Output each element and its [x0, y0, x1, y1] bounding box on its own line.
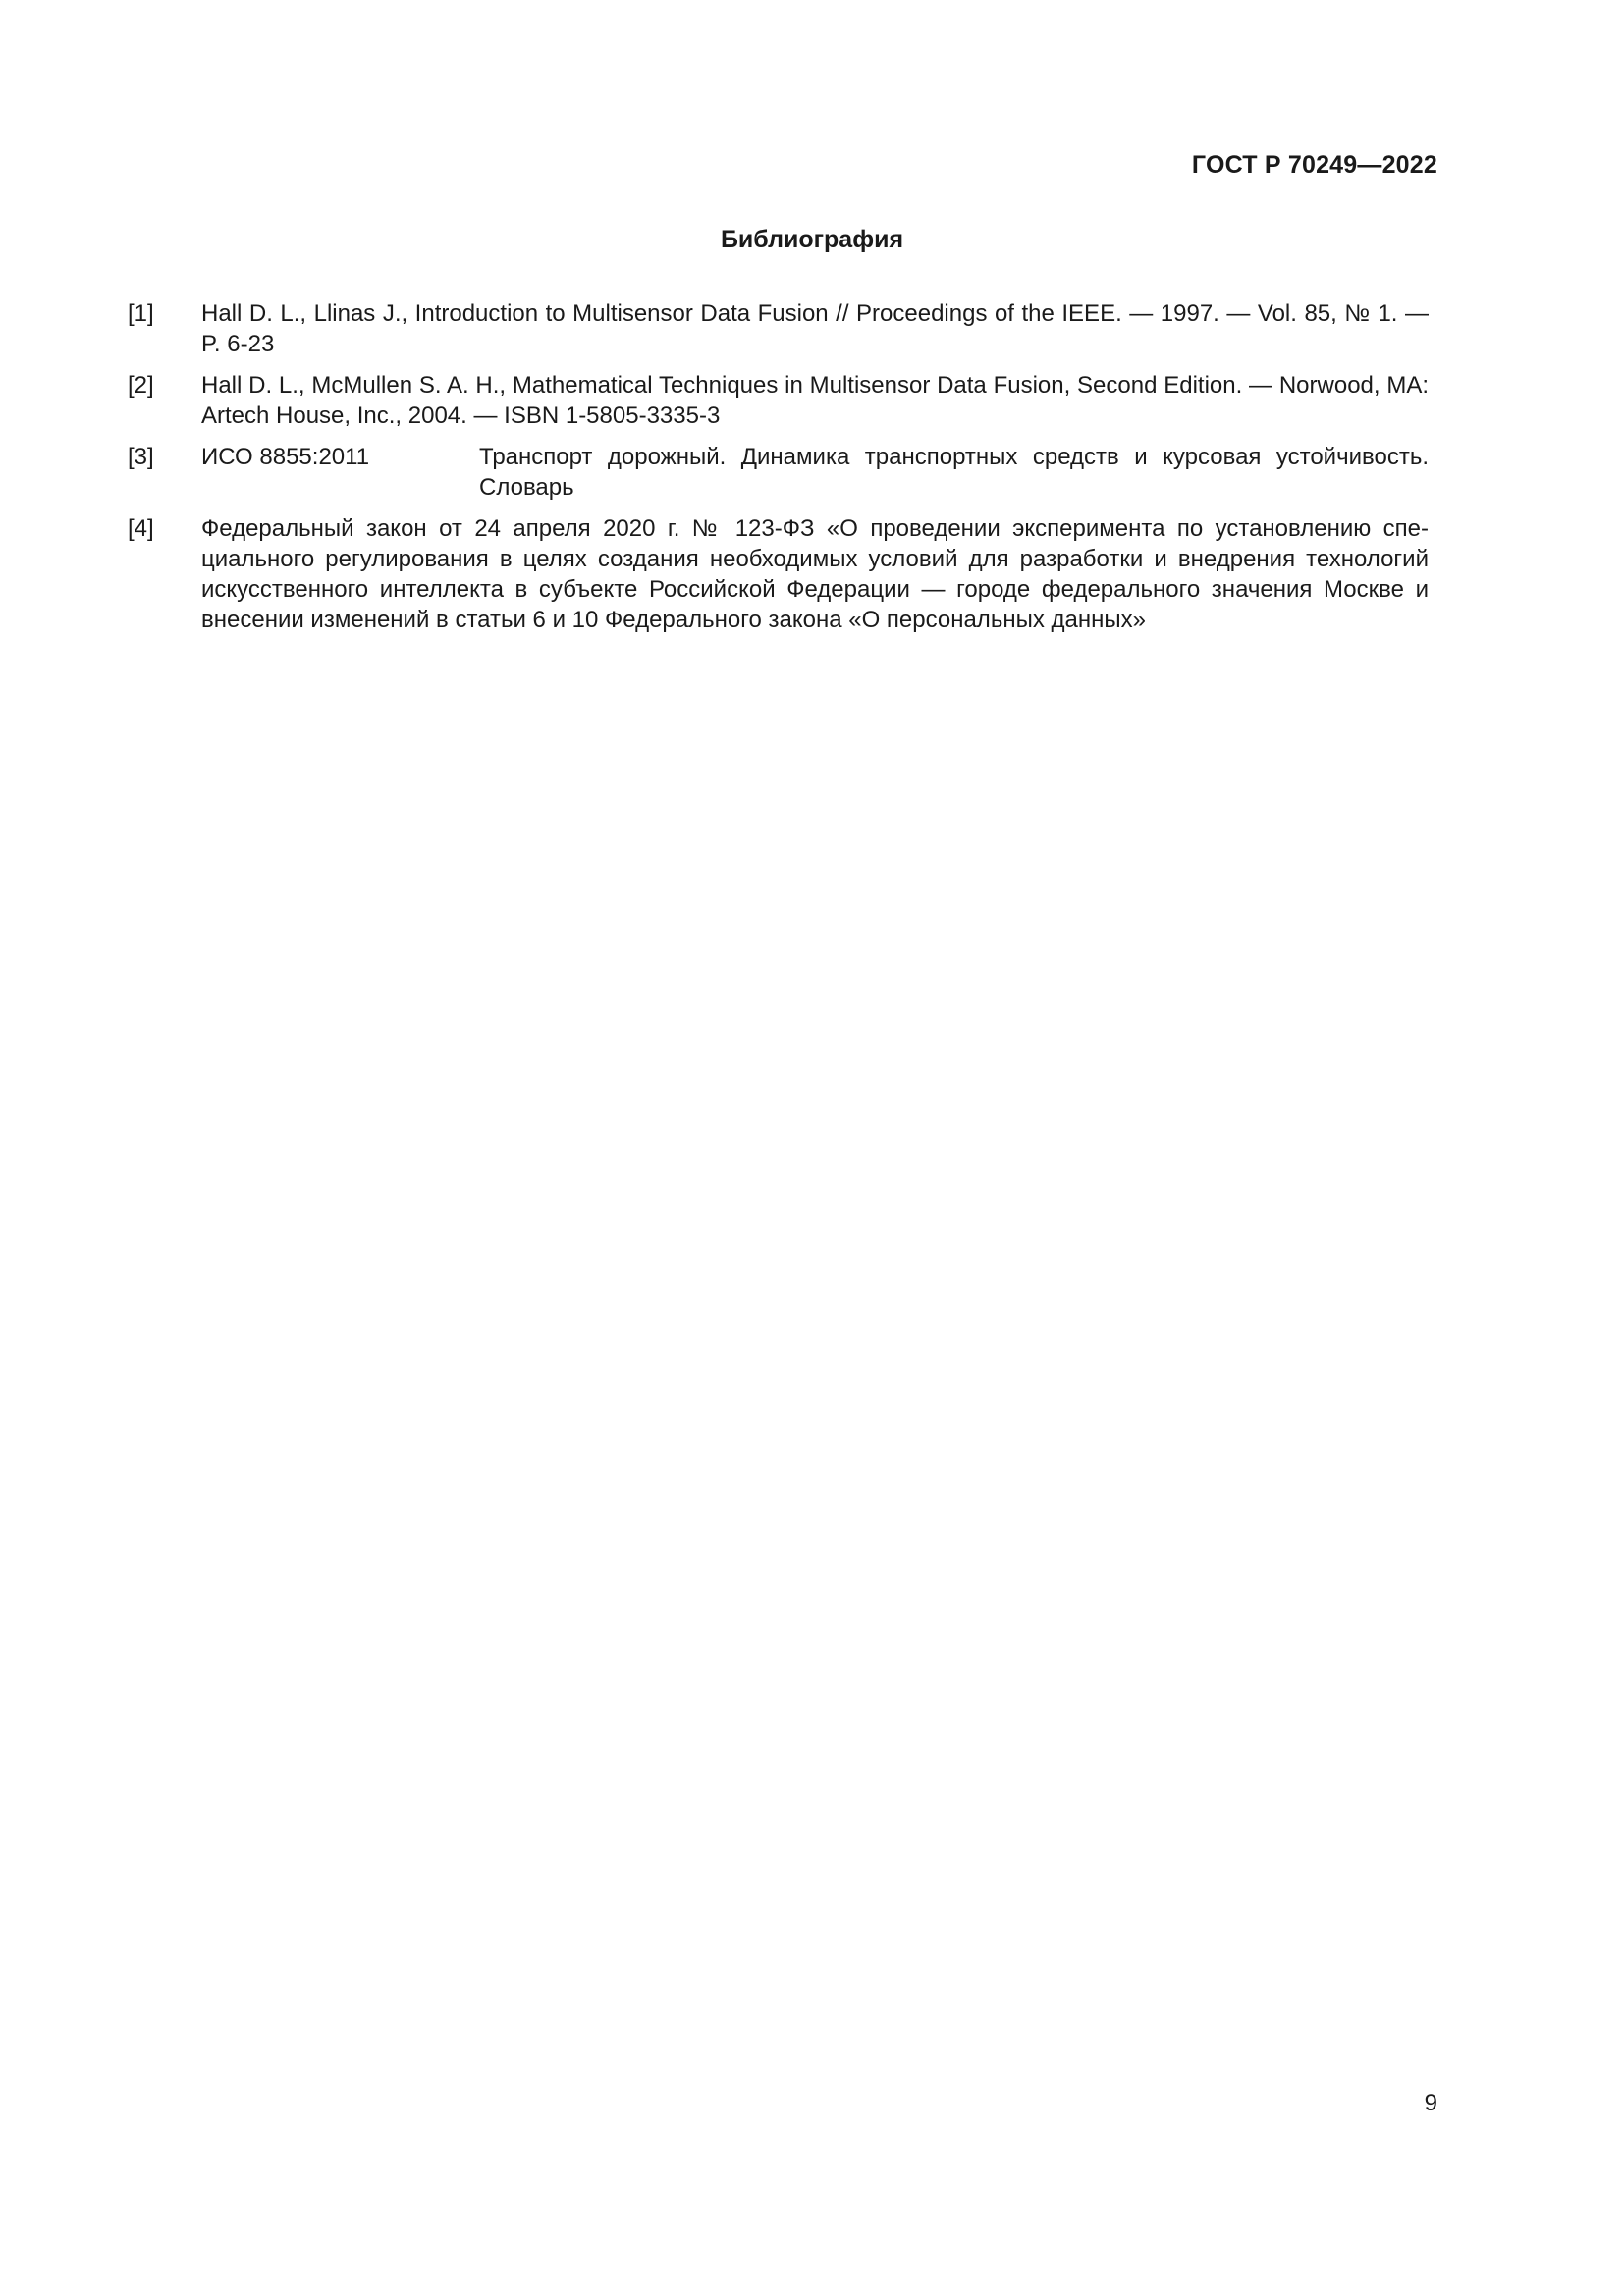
bibliography-list [128, 298, 1429, 646]
entry-text: Федеральный закон от 24 апреля 2020 г. № 123-ФЗ «О проведении эксперимента по установлению специального регулирования в целях создания необходимых условий для разработки и внедрения технологий искусственного интеллекта в субъекте Российской Федерации — городе федерального значения Москве и внесении изменений в статьи 6 и 10 Федерального закона «О персональных данных» [201, 515, 1429, 633]
bibliography-entry-1 [128, 298, 1429, 359]
page-number: 9 [1424, 2090, 1437, 2116]
bibliography-entry-2 [128, 370, 1429, 431]
entry-text: Hall D. L., McMullen S. A. H., Mathematical Techniques in Multisensor Data Fusion, Second Edition. — Norwood, MA: Artech House, Inc., 2004. — ISBN 1-5805-3335-3 [201, 372, 1429, 429]
bibliography-title: Библиография [720, 226, 904, 253]
entry-number: [4] [128, 515, 154, 542]
document-code: ГОСТ Р 70249—2022 [1191, 151, 1437, 179]
entry-number: [1] [128, 300, 154, 327]
bibliography-entry-3 [128, 442, 1429, 503]
bibliography-entry-4 [128, 513, 1429, 635]
entry-number: [2] [128, 372, 154, 399]
entry-text: Транспорт дорожный. Динамика транспортных средств и курсовая устойчивость. Словарь [479, 444, 1429, 501]
entry-text: Hall D. L., Llinas J., Introduction to Multisensor Data Fusion // Proceedings of the IEEE. — 1997. — Vol. 85, № 1. — P. 6-23 [201, 300, 1429, 357]
entry-number: [3] [128, 444, 154, 470]
standard-code: ИСО 8855:2011 [201, 444, 370, 470]
